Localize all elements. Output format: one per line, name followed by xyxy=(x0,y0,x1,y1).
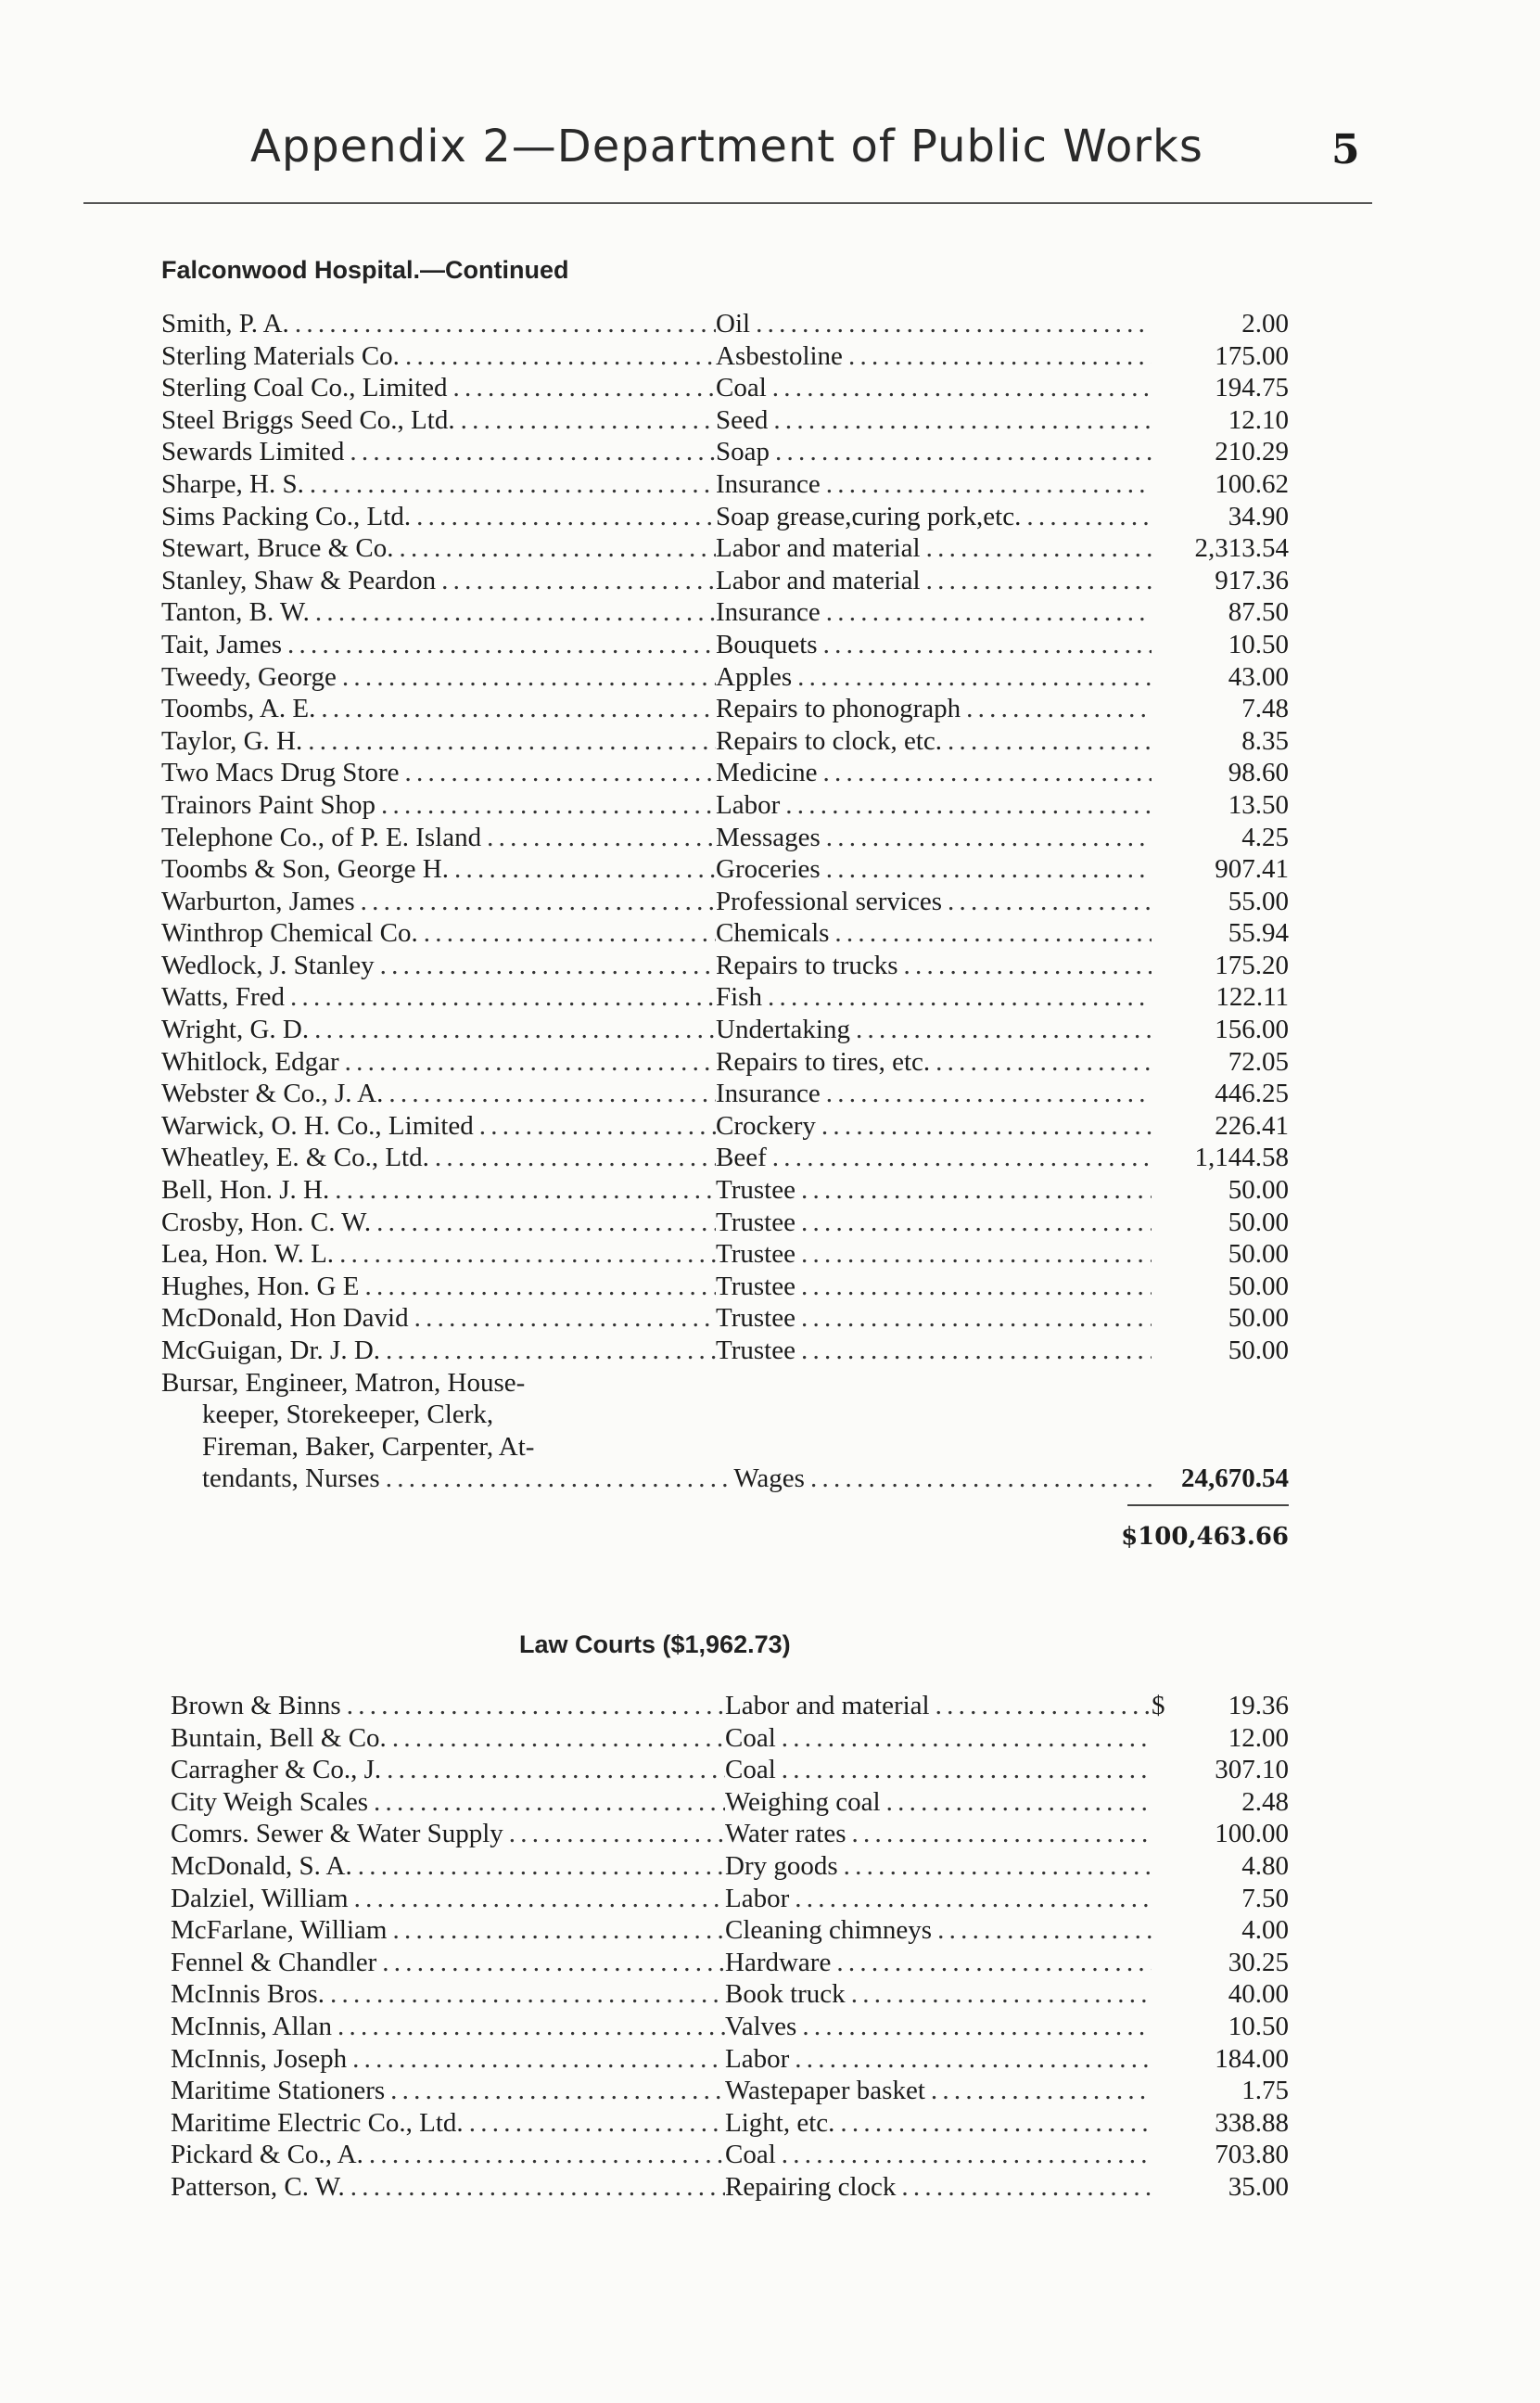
table-row xyxy=(161,1302,1289,1335)
wages-line xyxy=(161,1463,1289,1495)
payee-name: McGuigan, Dr. J. D. . . . xyxy=(161,1335,716,1367)
table-row xyxy=(171,1690,1289,1722)
table-row xyxy=(161,1078,1289,1110)
table-row xyxy=(161,1142,1289,1174)
payment-item: Asbestoline . . . xyxy=(716,340,1152,373)
payment-item: Repairs to clock, etc. . . . xyxy=(716,725,1152,758)
payee-name: Warwick, O. H. Co., Limited . . . xyxy=(161,1110,716,1143)
payment-item: Insurance . . . xyxy=(716,1078,1152,1110)
table-row xyxy=(161,340,1289,373)
payment-item: Labor . . . xyxy=(725,1883,1152,1915)
payee-name: Telephone Co., of P. E. Island . . . xyxy=(161,822,716,854)
wages-line xyxy=(161,1431,1289,1464)
table-row xyxy=(161,1110,1289,1143)
payee-name: Sharpe, H. S. . . . xyxy=(161,468,716,501)
payee-name: McDonald, S. A. . . . xyxy=(171,1850,725,1883)
table-row xyxy=(161,404,1289,437)
payment-item: Coal . . . xyxy=(716,372,1152,404)
table-row xyxy=(161,1174,1289,1207)
total-rule xyxy=(1127,1504,1289,1506)
payment-item: Valves . . . xyxy=(725,2011,1152,2043)
payment-item: Oil . . . xyxy=(716,308,1152,340)
amount: 122.11 xyxy=(1215,982,1289,1013)
payment-item: Repairs to tires, etc. . . . xyxy=(716,1046,1152,1079)
payment-item: Crockery . . . xyxy=(716,1110,1152,1143)
table-row xyxy=(161,1238,1289,1271)
payee-name: Taylor, G. H. . . . xyxy=(161,725,716,758)
amount: 7.50 xyxy=(1241,1883,1289,1913)
amount: 10.50 xyxy=(1228,2011,1289,2041)
table-row xyxy=(171,1978,1289,2011)
payment-item: Hardware . . . xyxy=(725,1947,1152,1979)
amount: 12.00 xyxy=(1228,1722,1289,1753)
payment-item: Repairing clock . . . xyxy=(725,2171,1152,2204)
amount: 703.80 xyxy=(1215,2140,1289,2170)
amount: 184.00 xyxy=(1215,2043,1289,2074)
payee-name: Steel Briggs Seed Co., Ltd. . . . xyxy=(161,404,716,437)
page-number: 5 xyxy=(1331,126,1360,173)
table-row xyxy=(161,1014,1289,1046)
payment-item: Book truck . . . xyxy=(725,1978,1152,2011)
payee-name: tendants, Nurses . . . xyxy=(161,1463,733,1495)
payee-name: Crosby, Hon. C. W. . . . xyxy=(161,1207,716,1239)
table-row xyxy=(161,693,1289,725)
payee-name: Two Macs Drug Store . . . xyxy=(161,757,716,789)
table-row xyxy=(161,308,1289,340)
payee-name: Buntain, Bell & Co. . . . xyxy=(171,1722,725,1755)
table-row xyxy=(171,2043,1289,2076)
wages-line xyxy=(161,1399,1289,1431)
amount: 100.62 xyxy=(1215,468,1289,499)
payee-name: McFarlane, William . . . xyxy=(171,1914,725,1947)
payee-name: McInnis Bros. . . . xyxy=(171,1978,725,2011)
payment-item: Trustee . . . xyxy=(716,1174,1152,1207)
amount: 1,144.58 xyxy=(1194,1143,1289,1173)
payee-name: Toombs, A. E. . . . xyxy=(161,693,716,725)
payee-name: Lea, Hon. W. L. . . . xyxy=(161,1238,716,1271)
table-row xyxy=(171,1786,1289,1819)
amount: 24,670.54 xyxy=(1181,1464,1289,1494)
amount: 19.36 xyxy=(1228,1691,1289,1720)
payee-name: McInnis, Joseph . . . xyxy=(171,2043,725,2076)
table-row xyxy=(171,2011,1289,2043)
amount: 156.00 xyxy=(1215,1015,1289,1045)
amount: 98.60 xyxy=(1228,758,1289,788)
payment-item: Dry goods . . . xyxy=(725,1850,1152,1883)
payment-item: Insurance . . . xyxy=(716,596,1152,629)
table-row xyxy=(161,436,1289,468)
payment-item: Wastepaper basket . . . xyxy=(725,2075,1152,2107)
table-row xyxy=(161,372,1289,404)
payee-name: Sims Packing Co., Ltd. . . . xyxy=(161,501,716,533)
amount: 35.00 xyxy=(1228,2171,1289,2202)
page-header xyxy=(250,121,1363,173)
amount: 50.00 xyxy=(1228,1175,1289,1206)
table-row xyxy=(171,1818,1289,1850)
payment-item: Labor and material . . . xyxy=(716,565,1152,597)
table-row xyxy=(161,789,1289,822)
amount: 446.25 xyxy=(1215,1079,1289,1109)
payee-name: Sterling Materials Co. . . . xyxy=(161,340,716,373)
payee-name: Winthrop Chemical Co. . . . xyxy=(161,917,716,950)
amount: 175.00 xyxy=(1215,340,1289,371)
table-row xyxy=(171,2075,1289,2107)
amount: 1.75 xyxy=(1241,2076,1289,2106)
payment-item: Coal . . . xyxy=(725,1722,1152,1755)
payment-item: Beef . . . xyxy=(716,1142,1152,1174)
wages-line xyxy=(161,1367,1289,1400)
amount: 338.88 xyxy=(1215,2107,1289,2138)
amount: 72.05 xyxy=(1228,1046,1289,1077)
table-row xyxy=(161,822,1289,854)
payment-item: Wages . . . xyxy=(733,1463,1152,1495)
table-row xyxy=(171,1850,1289,1883)
table-row xyxy=(161,1046,1289,1079)
payee-name: Warburton, James . . . xyxy=(161,886,716,918)
payee-name: Maritime Electric Co., Ltd. . . . xyxy=(171,2107,725,2140)
payee-name: Wright, G. D. . . . xyxy=(161,1014,716,1046)
payment-item: Apples . . . xyxy=(716,661,1152,694)
payment-item: Coal . . . xyxy=(725,2139,1152,2171)
payment-item: Seed . . . xyxy=(716,404,1152,437)
amount: 10.50 xyxy=(1228,629,1289,659)
payee-name: Toombs & Son, George H. . . . xyxy=(161,853,716,886)
payee-name: Hughes, Hon. G E . . . xyxy=(161,1271,716,1303)
payee-name: Bursar, Engineer, Matron, House- xyxy=(161,1367,526,1398)
table-row xyxy=(161,853,1289,886)
payment-item: Light, etc. . . . xyxy=(725,2107,1152,2140)
payee-name: Tait, James . . . xyxy=(161,629,716,661)
payee-name: Tweedy, George . . . xyxy=(161,661,716,694)
payment-item: Repairs to phonograph . . . xyxy=(716,693,1152,725)
law-courts-section-title: Law Courts ($1,962.73) xyxy=(519,1630,791,1658)
payment-item: Labor . . . xyxy=(716,789,1152,822)
payment-item: Labor and material . . . xyxy=(725,1690,1152,1722)
payee-name: Patterson, C. W. . . . xyxy=(171,2171,725,2204)
table-row xyxy=(161,565,1289,597)
amount: 100.00 xyxy=(1215,1819,1289,1849)
payment-item: Messages . . . xyxy=(716,822,1152,854)
law-courts-table xyxy=(171,1690,1289,2204)
amount: 307.10 xyxy=(1215,1755,1289,1785)
payment-item: Cleaning chimneys . . . xyxy=(725,1914,1152,1947)
payment-item: Professional services . . . xyxy=(716,886,1152,918)
amount: 55.00 xyxy=(1228,886,1289,916)
payment-item: Weighing coal . . . xyxy=(725,1786,1152,1819)
amount: 8.35 xyxy=(1241,725,1289,756)
payee-name: Fireman, Baker, Carpenter, At- xyxy=(202,1431,535,1462)
currency-symbol: $ xyxy=(1152,1691,1165,1720)
amount: 2,313.54 xyxy=(1194,533,1289,564)
table-row xyxy=(161,981,1289,1014)
payee-name: Trainors Paint Shop . . . xyxy=(161,789,716,822)
payment-item: Soap . . . xyxy=(716,436,1152,468)
amount: 13.50 xyxy=(1228,789,1289,820)
payee-name: Sewards Limited . . . xyxy=(161,436,716,468)
amount: 34.90 xyxy=(1228,501,1289,531)
table-row xyxy=(171,1754,1289,1786)
amount: 226.41 xyxy=(1215,1110,1289,1141)
amount: 210.29 xyxy=(1215,437,1289,467)
section-total: $100,463.66 xyxy=(1121,1523,1289,1552)
payment-item: Trustee . . . xyxy=(716,1238,1152,1271)
payee-name: Comrs. Sewer & Water Supply . . . xyxy=(171,1818,725,1850)
table-row xyxy=(161,725,1289,758)
payee-name: Sterling Coal Co., Limited . . . xyxy=(161,372,716,404)
payment-item: Trustee . . . xyxy=(716,1271,1152,1303)
amount: 917.36 xyxy=(1215,565,1289,595)
amount: 4.25 xyxy=(1241,822,1289,852)
payment-item: Chemicals . . . xyxy=(716,917,1152,950)
table-row xyxy=(161,468,1289,501)
amount: 50.00 xyxy=(1228,1271,1289,1301)
payee-name: Smith, P. A. . . . xyxy=(161,308,716,340)
table-row xyxy=(171,2171,1289,2204)
table-row xyxy=(161,1271,1289,1303)
amount: 175.20 xyxy=(1215,950,1289,980)
header-rule xyxy=(83,202,1372,204)
payee-name: Stewart, Bruce & Co. . . . xyxy=(161,532,716,565)
wages-entry xyxy=(161,1367,1289,1495)
table-row xyxy=(161,950,1289,982)
payee-name: Dalziel, William . . . xyxy=(171,1883,725,1915)
amount: 2.48 xyxy=(1241,1786,1289,1817)
payee-name: Carragher & Co., J. . . . xyxy=(171,1754,725,1786)
payment-item: Labor and material . . . xyxy=(716,532,1152,565)
table-row xyxy=(171,1947,1289,1979)
payee-name: City Weigh Scales . . . xyxy=(171,1786,725,1819)
amount: 194.75 xyxy=(1215,373,1289,403)
payment-item: Coal . . . xyxy=(725,1754,1152,1786)
payment-item: Water rates . . . xyxy=(725,1818,1152,1850)
payment-item: Medicine . . . xyxy=(716,757,1152,789)
table-row xyxy=(161,629,1289,661)
amount: 7.48 xyxy=(1241,694,1289,724)
amount: 4.80 xyxy=(1241,1850,1289,1881)
payee-name: Fennel & Chandler . . . xyxy=(171,1947,725,1979)
payment-item: Groceries . . . xyxy=(716,853,1152,886)
header-title: Appendix 2—Department of Public Works xyxy=(250,121,1203,173)
falconwood-section-title: Falconwood Hospital.—Continued xyxy=(161,256,569,284)
table-row xyxy=(171,1914,1289,1947)
amount: 40.00 xyxy=(1228,1979,1289,2010)
payment-item: Insurance . . . xyxy=(716,468,1152,501)
amount: 50.00 xyxy=(1228,1239,1289,1270)
amount: 4.00 xyxy=(1241,1915,1289,1946)
payment-item: Soap grease,curing pork,etc. . . . xyxy=(716,501,1152,533)
payment-item: Trustee . . . xyxy=(716,1302,1152,1335)
table-row xyxy=(161,757,1289,789)
table-row xyxy=(161,596,1289,629)
payee-name: Bell, Hon. J. H. . . . xyxy=(161,1174,716,1207)
payment-item: Fish . . . xyxy=(716,981,1152,1014)
amount: 907.41 xyxy=(1215,854,1289,885)
payee-name: Maritime Stationers . . . xyxy=(171,2075,725,2107)
payment-item: Repairs to trucks . . . xyxy=(716,950,1152,982)
payment-item: Bouquets . . . xyxy=(716,629,1152,661)
falconwood-table xyxy=(161,308,1289,1495)
amount: 50.00 xyxy=(1228,1207,1289,1237)
payment-item: Labor . . . xyxy=(725,2043,1152,2076)
amount: 87.50 xyxy=(1228,597,1289,628)
payment-item: Trustee . . . xyxy=(716,1335,1152,1367)
amount: 50.00 xyxy=(1228,1336,1289,1365)
table-row xyxy=(171,1722,1289,1755)
table-row xyxy=(171,2139,1289,2171)
amount: 43.00 xyxy=(1228,661,1289,692)
amount: 50.00 xyxy=(1228,1303,1289,1334)
payee-name: Stanley, Shaw & Peardon . . . xyxy=(161,565,716,597)
table-row xyxy=(161,917,1289,950)
amount: 2.00 xyxy=(1241,309,1289,339)
payee-name: McInnis, Allan . . . xyxy=(171,2011,725,2043)
table-row xyxy=(161,1207,1289,1239)
amount: 30.25 xyxy=(1228,1947,1289,1977)
payment-item: Trustee . . . xyxy=(716,1207,1152,1239)
table-row xyxy=(161,501,1289,533)
payee-name: Watts, Fred . . . xyxy=(161,981,716,1014)
amount: 12.10 xyxy=(1228,404,1289,435)
payee-name: Brown & Binns . . . xyxy=(171,1690,725,1722)
payee-name: Webster & Co., J. A. . . . xyxy=(161,1078,716,1110)
table-row xyxy=(161,661,1289,694)
payee-name: Wedlock, J. Stanley . . . xyxy=(161,950,716,982)
payee-name: Wheatley, E. & Co., Ltd. . . . xyxy=(161,1142,716,1174)
table-row xyxy=(161,1335,1289,1367)
payment-item: Undertaking . . . xyxy=(716,1014,1152,1046)
table-row xyxy=(161,532,1289,565)
payee-name: Tanton, B. W. . . . xyxy=(161,596,716,629)
table-row xyxy=(161,886,1289,918)
payee-name: McDonald, Hon David . . . xyxy=(161,1302,716,1335)
payee-name: keeper, Storekeeper, Clerk, xyxy=(202,1400,494,1430)
payee-name: Pickard & Co., A. . . . xyxy=(171,2139,725,2171)
table-row xyxy=(171,1883,1289,1915)
table-row xyxy=(171,2107,1289,2140)
amount: 55.94 xyxy=(1228,918,1289,949)
payee-name: Whitlock, Edgar . . . xyxy=(161,1046,716,1079)
